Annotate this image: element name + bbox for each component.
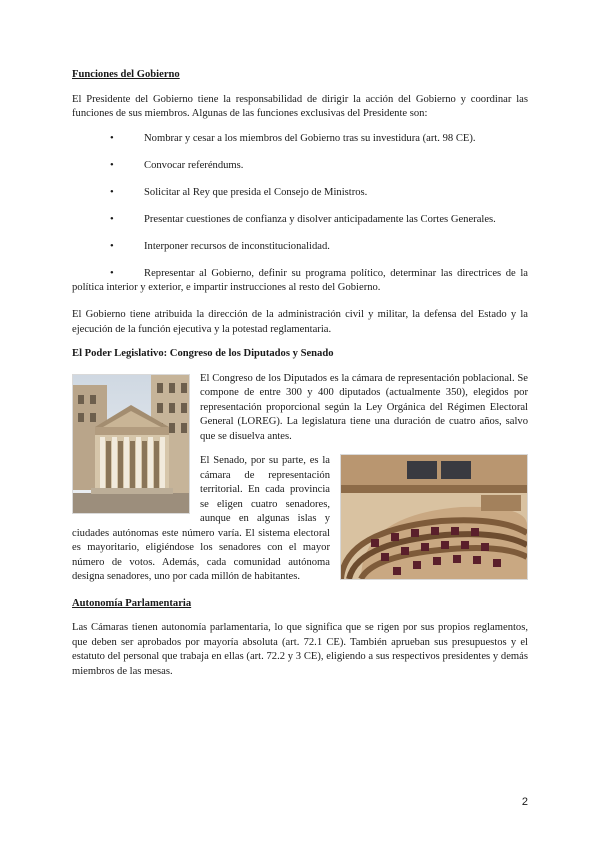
list-item xyxy=(72,132,528,147)
bullet-icon: • xyxy=(110,186,114,198)
bullet-icon: • xyxy=(110,132,114,144)
paragraph-senado: El Senado, por su parte, es la cámara de representación territorial. En cada provincia se eligen cuatro senadores, aunque en algunas islas y ciudades autónomas este número varía. El sistema electoral es mayoritario, eligiéndose los senadores con el mayor número de votos. Además, cada comunidad autónoma designa senadores, uno por cada millón de habitantes. xyxy=(72,455,330,582)
paragraph-presidente-intro: El Presidente del Gobierno tiene la responsabilidad de dirigir la acción del Gobierno y coordinar las funciones de sus miembros. Algunas de las funciones exclusivas del Presidente son: xyxy=(72,93,528,119)
bullet-icon: • xyxy=(110,213,114,225)
list-item-text: Solicitar al Rey que presida el Consejo de Ministros. xyxy=(144,186,368,198)
paragraph-gobierno-direccion: El Gobierno tiene atribuida la dirección de la administración civil y militar, la defensa del Estado y la ejecución de la función ejecutiva y la potestad reglamentaria. xyxy=(72,309,528,335)
list-item-text: Representar al Gobierno, definir su programa político, determinar las directrices de la política interior y exterior, e impartir instrucciones al resto del Gobierno. xyxy=(72,267,528,293)
list-item-text: Nombrar y cesar a los miembros del Gobierno tras su investidura (art. 98 CE). xyxy=(144,132,476,144)
list-item-text: Convocar referéndums. xyxy=(144,159,244,171)
section-title-poder-legislativo: El Poder Legislativo: Congreso de los Diputados y Senado xyxy=(72,348,334,359)
page-number: 2 xyxy=(521,796,528,808)
legislativo-block xyxy=(72,372,528,585)
list-item xyxy=(72,240,528,255)
list-item-text: Interponer recursos de inconstitucionalidad. xyxy=(144,240,330,252)
congreso-building-illustration xyxy=(73,375,189,513)
section-title-funciones-gobierno: Funciones del Gobierno xyxy=(72,69,180,80)
list-item xyxy=(72,213,528,228)
presidente-functions-list xyxy=(72,132,528,296)
bullet-icon: • xyxy=(110,267,114,279)
list-item-text: Presentar cuestiones de confianza y disolver anticipadamente las Cortes Generales. xyxy=(144,213,496,225)
list-item xyxy=(72,159,528,174)
paragraph-autonomia: Las Cámaras tienen autonomía parlamentaria, lo que significa que se rigen por sus propios reglamentos, que deben ser aprobados por mayoría absoluta (art. 72.1 CE). También aprueban sus presupuestos y el estatuto del personal que trabaja en ellas (art. 72.2 y 3 CE), eligiendo a sus respectivos presidentes y demás miembros de las mesas. xyxy=(72,622,528,677)
paragraph-congreso: El Congreso de los Diputados es la cámara de representación poblacional. Se compone de entre 300 y 400 diputados (actualmente 350), elegidos por representación proporcional según la Ley Orgánica del Régimen Electoral General (LOREG). La legislatura tiene una duración de cuatro años, salvo que se disuelva antes. xyxy=(200,372,528,442)
senado-chamber-image xyxy=(340,454,528,580)
list-item xyxy=(72,267,528,296)
bullet-icon: • xyxy=(110,159,114,171)
section-title-autonomia-parlamentaria: Autonomía Parlamentaria xyxy=(72,597,192,609)
list-item xyxy=(72,186,528,201)
bullet-icon: • xyxy=(110,240,114,252)
senado-chamber-illustration xyxy=(341,455,527,579)
page-content xyxy=(72,68,528,689)
congreso-building-image xyxy=(72,374,190,514)
